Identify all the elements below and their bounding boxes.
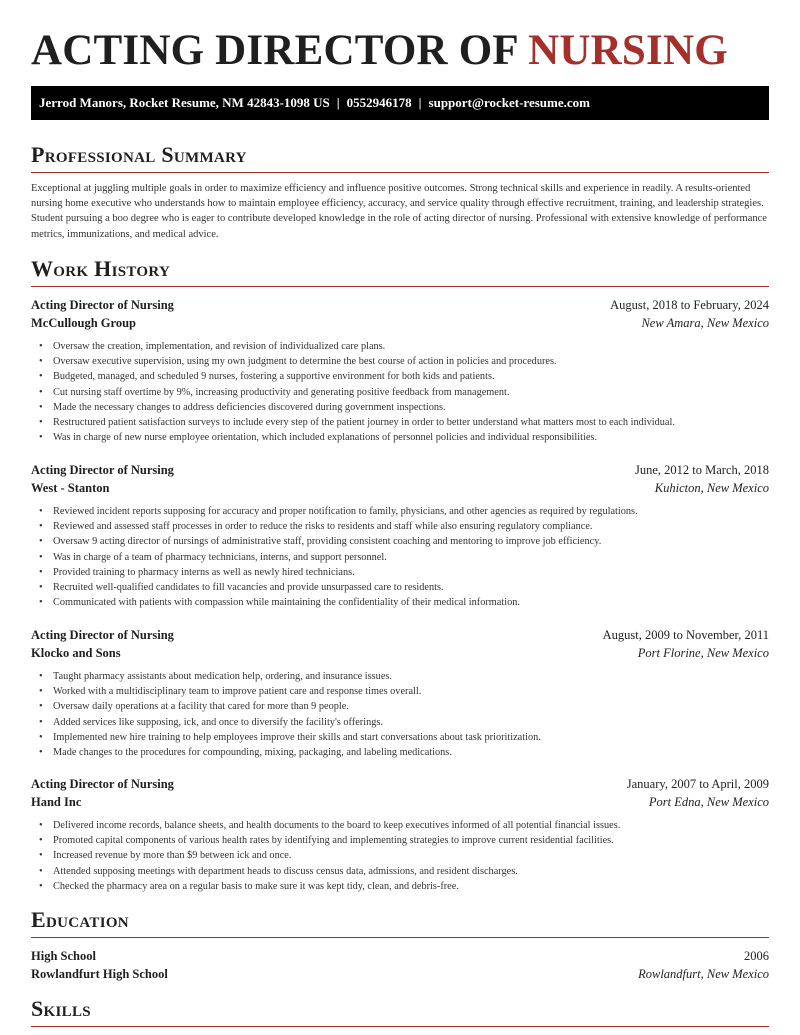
contact-phone[interactable]: 0552946178 — [346, 95, 412, 110]
job-company-row — [31, 644, 769, 662]
job-company: Klocko and Sons — [31, 646, 121, 660]
professional-summary-text: Exceptional at juggling multiple goals in order to maximize efficiency and influence positive outcomes. Strong technical skills and experience in readily. A results-oriented nursing home executive who understands how to maintain employee efficiency, accuracy, and service quality through effective recruitment, training, and leadership strategies. Student pursuing a boo degree who is eager to contribute developed knowledge in the role of acting director of nursing. Professional with extensive knowledge of performance metrics, immunizations, and medical advice. — [31, 183, 767, 240]
job-location: Port Florine, New Mexico — [637, 646, 769, 660]
education-location: Rowlandfurt, New Mexico — [638, 967, 769, 981]
list-item: • Reviewed and assessed staff processes in order to reduce the risks to residents and staff while also ensuring regulatory compliance. — [53, 519, 769, 534]
job-location: Kuhicton, New Mexico — [654, 481, 769, 495]
list-item: • Checked the pharmacy area on a regular basis to make sure it was kept tidy, clean, and debris-free. — [53, 879, 769, 894]
section-heading-education: Education — [31, 907, 769, 938]
contact-separator: | — [336, 95, 340, 110]
list-item: • Reviewed incident reports supposing for accuracy and proper notification to family, physicians, and other agencies as required by regulations. — [53, 504, 769, 519]
list-item: • Attended supposing meetings with department heads to discuss census data, admissions, and resident discharges. — [53, 864, 769, 879]
list-item: • Provided training to pharmacy interns as well as newly hired technicians. — [53, 565, 769, 580]
contact-bar — [31, 86, 769, 120]
education-year: 2006 — [744, 949, 769, 963]
job-dates: June, 2012 to March, 2018 — [634, 463, 769, 477]
job-company-row — [31, 479, 769, 497]
job-company-row — [31, 793, 769, 811]
contact-separator: | — [418, 95, 422, 110]
list-item: • Made changes to the procedures for compounding, mixing, packaging, and labeling medications. — [53, 745, 769, 760]
job-title: Acting Director of Nursing — [31, 463, 174, 477]
section-heading-skills: Skills — [31, 996, 769, 1027]
list-item: • Communicated with patients with compassion while maintaining the confidentiality of their medical information. — [53, 595, 769, 610]
job-company: West - Stanton — [31, 481, 110, 495]
job-location: Port Edna, New Mexico — [648, 795, 769, 809]
education-header-row — [31, 947, 769, 965]
job-header-row — [31, 775, 769, 793]
list-item: • Made the necessary changes to address deficiencies discovered during government inspections. — [53, 400, 769, 415]
title-accent: NURSING — [528, 27, 728, 74]
job-dates: August, 2018 to February, 2024 — [610, 298, 769, 312]
job-header-row — [31, 626, 769, 644]
job-title: Acting Director of Nursing — [31, 628, 174, 642]
contact-address: Jerrod Manors, Rocket Resume, NM 42843-1098 US — [39, 95, 330, 110]
job-title: Acting Director of Nursing — [31, 777, 174, 791]
job-header-row — [31, 461, 769, 479]
contact-email[interactable]: support@rocket-resume.com — [428, 95, 590, 110]
job-header-row — [31, 296, 769, 314]
job-bullets — [31, 504, 769, 610]
list-item: • Was in charge of new nurse employee orientation, which included explanations of personnel policies and individual responsibilities. — [53, 430, 769, 445]
section-heading-work-history: Work History — [31, 256, 769, 287]
list-item: • Budgeted, managed, and scheduled 9 nurses, fostering a supportive environment for both kids and patients. — [53, 369, 769, 384]
list-item: • Recruited well-qualified candidates to fill vacancies and provide unsurpassed care to residents. — [53, 580, 769, 595]
list-item: • Worked with a multidisciplinary team to improve patient care and response times overall. — [53, 684, 769, 699]
list-item: • Oversaw daily operations at a facility that cared for more than 9 people. — [53, 699, 769, 714]
education-school: Rowlandfurt High School — [31, 967, 168, 981]
job-title: Acting Director of Nursing — [31, 298, 174, 312]
section-heading-summary: Professional Summary — [31, 142, 769, 173]
list-item: • Promoted capital components of various health rates by identifying and implementing strategies to improve current residential facilities. — [53, 833, 769, 848]
job-bullets — [31, 339, 769, 445]
job-location: New Amara, New Mexico — [641, 316, 769, 330]
list-item: • Implemented new hire training to help employees improve their skills and start conversations about task prioritization. — [53, 730, 769, 745]
list-item: • Was in charge of a team of pharmacy technicians, interns, and support personnel. — [53, 550, 769, 565]
list-item: • Oversaw 9 acting director of nursings of administrative staff, providing consistent coaching and mentoring to improve job efficiency. — [53, 534, 769, 549]
list-item: • Taught pharmacy assistants about medication help, ordering, and insurance issues. — [53, 669, 769, 684]
title-main: ACTING DIRECTOR OF — [31, 27, 518, 74]
list-item: • Cut nursing staff overtime by 9%, increasing productivity and generating positive feedback from management. — [53, 385, 769, 400]
job-dates: August, 2009 to November, 2011 — [602, 628, 769, 642]
list-item: • Oversaw the creation, implementation, and revision of individualized care plans. — [53, 339, 769, 354]
job-bullets — [31, 818, 769, 894]
job-dates: January, 2007 to April, 2009 — [626, 777, 769, 791]
list-item: • Restructured patient satisfaction surveys to include every step of the patient journey in order to better understand what matters most to each individual. — [53, 415, 769, 430]
job-company-row — [31, 314, 769, 332]
education-school-row — [31, 965, 769, 983]
resume-title — [31, 28, 728, 74]
list-item: • Added services like supposing, ick, and once to diversify the facility's offerings. — [53, 715, 769, 730]
job-bullets — [31, 669, 769, 760]
list-item: • Increased revenue by more than $9 between ick and once. — [53, 848, 769, 863]
list-item: • Oversaw executive supervision, using my own judgment to determine the best course of action in policies and procedures. — [53, 354, 769, 369]
job-company: McCullough Group — [31, 316, 136, 330]
education-degree: High School — [31, 949, 96, 963]
list-item: • Delivered income records, balance sheets, and health documents to the board to keep executives informed of all potential financial issues. — [53, 818, 769, 833]
job-company: Hand Inc — [31, 795, 82, 809]
